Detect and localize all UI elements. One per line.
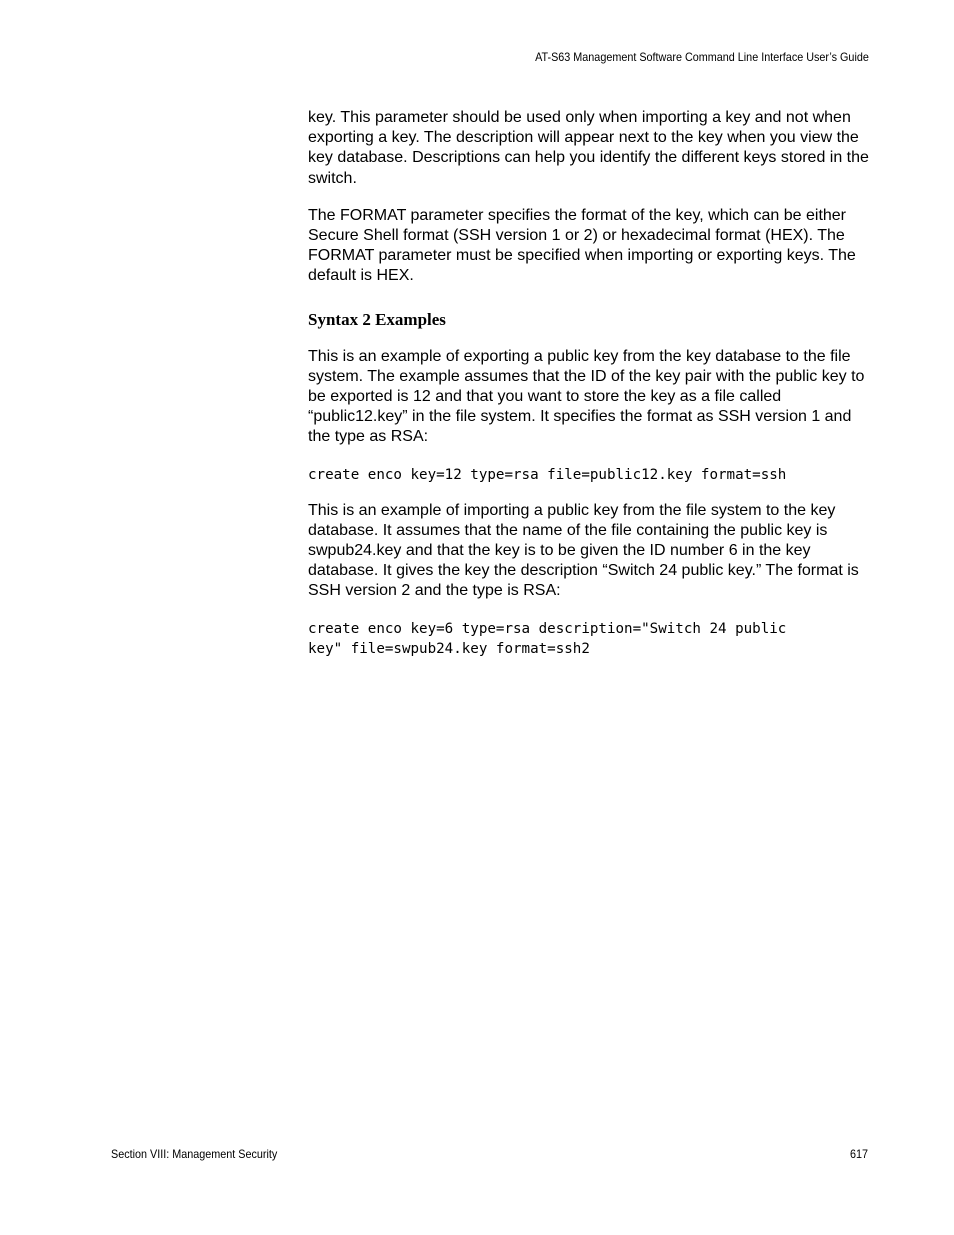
running-header: AT-S63 Management Software Command Line Interface User’s Guide	[535, 50, 869, 64]
code-export-command: create enco key=12 type=rsa file=public12.key format=ssh	[308, 466, 787, 483]
footer-page-number: 617	[849, 1147, 868, 1161]
footer-section-title: Section VIII: Management Security	[111, 1147, 278, 1161]
paragraph-format-parameter: The FORMAT parameter specifies the format of the key, which can be either Secure Shell format (SSH version 1 or 2) or hexadecimal format (HEX). The FORMAT parameter must be specified when importing or exporting keys. The default is HEX.	[308, 206, 856, 285]
paragraph-import-example: This is an example of importing a public key from the file system to the key database. It assumes that the name of the file containing the public key is swpub24.key and that the key is to be given the ID number 6 in the key database. It gives the key the description “Switch 24 public key.” The format is SSH version 2 and the type is RSA:	[308, 501, 859, 600]
paragraph-key-description: key. This parameter should be used only when importing a key and not when exporting a key. The description will appear next to the key when you view the key database. Descriptions can help you identify the different keys stored in the switch.	[308, 109, 869, 187]
page-content	[308, 108, 872, 675]
section-heading-syntax-2-examples: Syntax 2 Examples	[308, 309, 446, 329]
code-import-command: create enco key=6 type=rsa description="Switch 24 public key" file=swpub24.key format=ssh2	[308, 620, 787, 657]
paragraph-export-example: This is an example of exporting a public key from the key database to the file system. The example assumes that the ID of the key pair with the public key to be exported is 12 and that you want to store the key as a file called “public12.key” in the file system. It specifies the format as SSH version 1 and the type as RSA:	[308, 347, 865, 446]
